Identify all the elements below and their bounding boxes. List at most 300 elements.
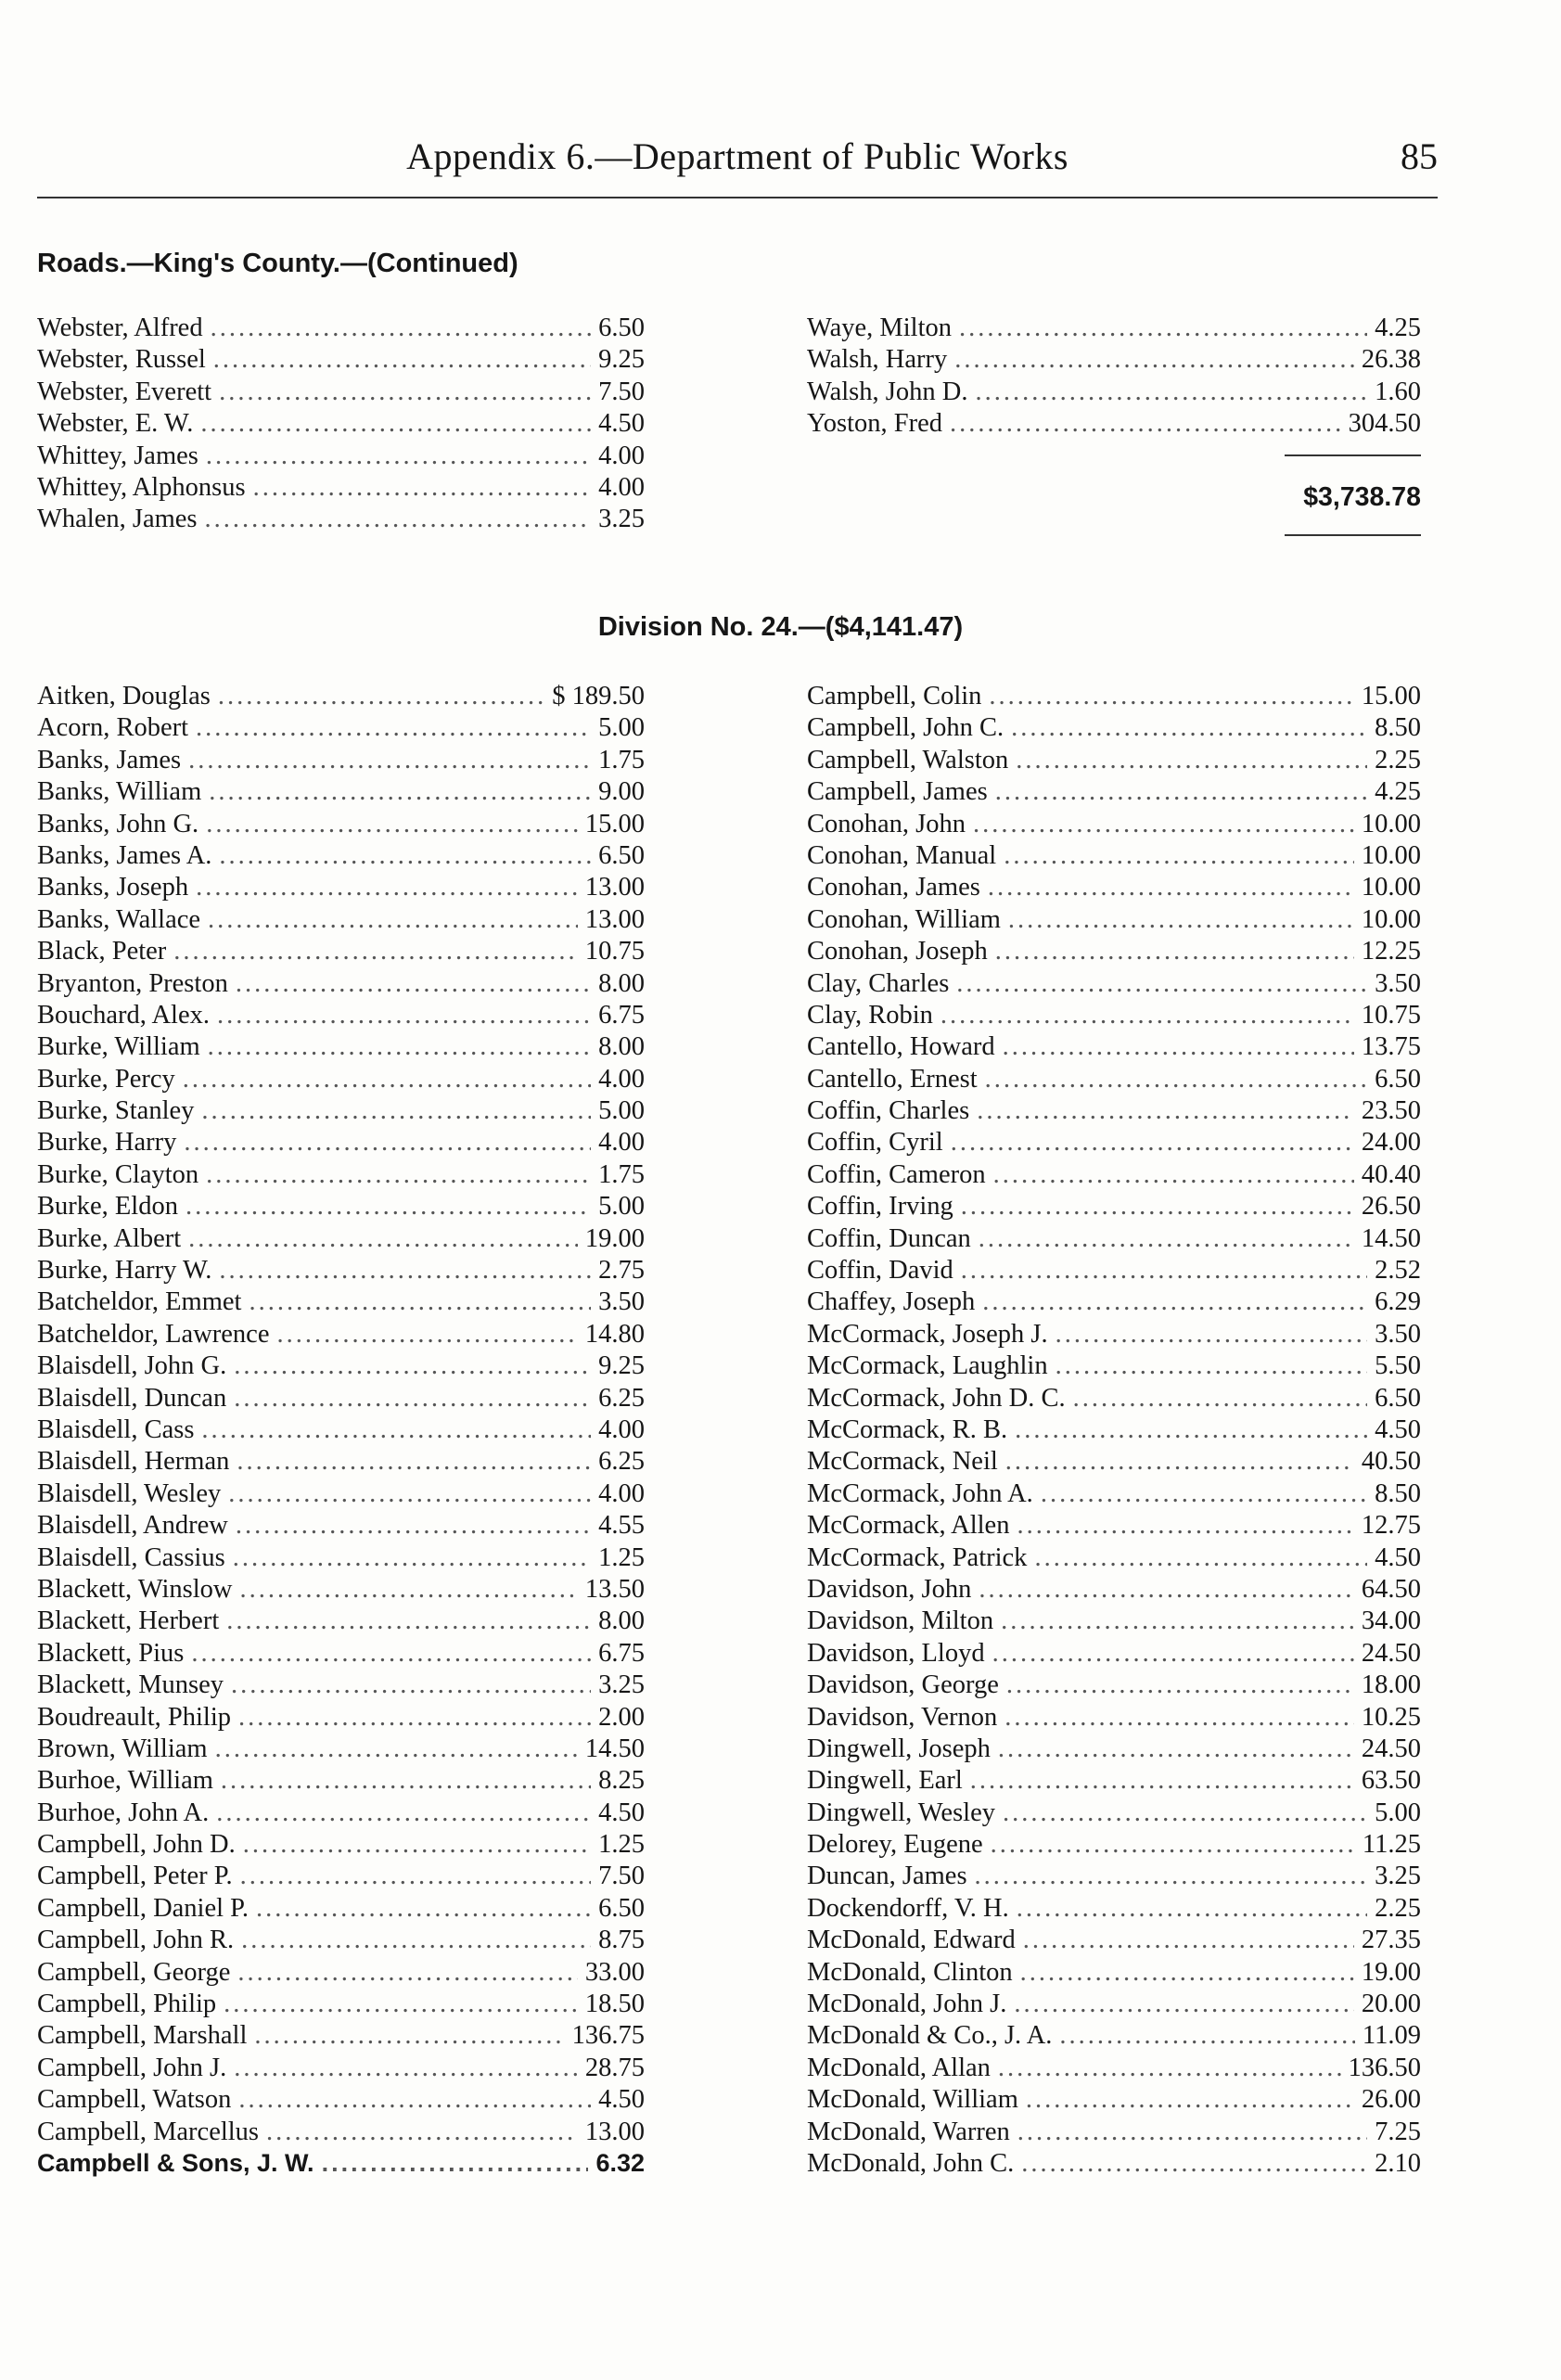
list-item <box>37 1798 645 1830</box>
list-item <box>37 746 645 777</box>
entry-name: Banks, William <box>37 777 202 807</box>
dot-leader <box>196 873 578 902</box>
list-item <box>37 2021 645 2053</box>
entry-name: Webster, Russel <box>37 345 206 375</box>
entry-name: Davidson, Lloyd <box>807 1638 985 1668</box>
list-item <box>807 682 1421 713</box>
entry-amount: 4.50 <box>598 2085 645 2115</box>
list-item <box>807 713 1421 745</box>
list-item <box>807 1224 1421 1256</box>
entry-amount: 13.00 <box>584 904 645 934</box>
list-item <box>37 313 645 345</box>
entry-name: Blaisdell, Wesley <box>37 1478 222 1508</box>
dot-leader <box>173 937 578 966</box>
entry-name: Conohan, William <box>807 904 1001 934</box>
entry-name: McCormack, Joseph J. <box>807 1319 1048 1349</box>
dot-leader <box>1017 1894 1367 1924</box>
dot-leader <box>973 810 1354 839</box>
entry-name: Cantello, Howard <box>807 1032 995 1062</box>
entry-amount: 4.25 <box>1375 313 1421 342</box>
entry-amount: 8.50 <box>1375 1478 1421 1508</box>
dot-leader <box>1015 1415 1367 1445</box>
entry-amount: 2.52 <box>1375 1256 1421 1286</box>
entry-amount: 2.25 <box>1375 745 1421 774</box>
dot-leader <box>236 969 591 999</box>
list-item <box>807 313 1421 345</box>
entry-name: Coffin, Irving <box>807 1192 953 1222</box>
list-item <box>37 1926 645 1957</box>
entry-amount: 14.50 <box>1361 1223 1421 1253</box>
entry-amount: 18.50 <box>584 1990 645 2019</box>
entry-name: Webster, Alfred <box>37 313 203 342</box>
entry-name: Blackett, Munsey <box>37 1670 224 1700</box>
entry-amount: 15.00 <box>1361 682 1421 710</box>
entry-amount: 5.00 <box>598 1096 645 1126</box>
dot-leader <box>253 473 592 503</box>
entry-name: Burke, Eldon <box>37 1192 178 1222</box>
list-item <box>807 969 1421 1001</box>
list-item <box>807 1639 1421 1670</box>
entry-amount: 6.50 <box>598 313 645 342</box>
dot-leader <box>196 713 591 743</box>
page-number: 85 <box>1401 135 1438 177</box>
dot-leader <box>238 1703 591 1733</box>
list-item <box>37 1192 645 1223</box>
list-item <box>37 1543 645 1575</box>
dot-leader <box>1023 1926 1354 1955</box>
list-item <box>37 1575 645 1606</box>
entry-name: McDonald, Warren <box>807 2117 1010 2146</box>
dot-leader <box>1056 1320 1367 1350</box>
division-title: Division No. 24.—($4,141.47) <box>597 612 964 642</box>
list-item <box>37 777 645 809</box>
entry-name: Davidson, John <box>807 1574 972 1604</box>
list-item <box>807 1894 1421 1926</box>
entry-name: Campbell, Marcellus <box>37 2117 260 2146</box>
dot-leader <box>995 777 1367 807</box>
entry-amount: 24.50 <box>1361 1638 1421 1668</box>
entry-amount: 6.25 <box>598 1447 645 1477</box>
list-item <box>807 841 1421 873</box>
entry-amount: 27.35 <box>1361 1926 1421 1955</box>
entry-amount: 1.75 <box>598 745 645 774</box>
entry-name: Coffin, Cameron <box>807 1159 986 1189</box>
list-item <box>807 1958 1421 1990</box>
entry-amount: 136.75 <box>571 2021 645 2051</box>
entry-name: Burke, Percy <box>37 1064 175 1094</box>
list-item <box>807 1575 1421 1606</box>
entry-amount: 11.09 <box>1362 2021 1421 2051</box>
list-item <box>807 1479 1421 1511</box>
dot-leader <box>1059 2021 1355 2051</box>
entry-name: McCormack, R. B. <box>807 1414 1008 1444</box>
dot-leader <box>218 682 544 711</box>
entry-name: Campbell, Daniel P. <box>37 1893 249 1923</box>
entry-amount: 4.00 <box>598 1478 645 1508</box>
entry-amount: 3.50 <box>1375 968 1421 998</box>
list-item <box>37 1639 645 1670</box>
entry-amount: 5.00 <box>598 713 645 743</box>
dot-leader <box>1004 841 1354 871</box>
dot-leader <box>1073 1384 1367 1414</box>
dot-leader <box>211 313 592 343</box>
entry-amount: 9.25 <box>598 1351 645 1381</box>
dot-leader <box>208 1032 591 1062</box>
entry-name: Campbell, John C. <box>807 713 1004 743</box>
list-item <box>37 1703 645 1734</box>
entry-name: Burhoe, John A. <box>37 1798 210 1827</box>
entry-name: Chaffey, Joseph <box>807 1287 976 1317</box>
entry-amount: 1.25 <box>598 1830 645 1860</box>
entry-amount: 10.00 <box>1361 809 1421 838</box>
dot-leader <box>975 1862 1368 1891</box>
entry-amount: 4.50 <box>598 409 645 439</box>
list-item <box>807 873 1421 904</box>
entry-amount: 304.50 <box>1348 409 1421 439</box>
entry-name: Coffin, David <box>807 1256 953 1286</box>
entry-name: Conohan, Joseph <box>807 937 988 966</box>
entry-amount: 6.50 <box>598 840 645 870</box>
list-item <box>807 377 1421 409</box>
dot-leader <box>1006 1670 1354 1700</box>
entry-amount: 4.55 <box>598 1511 645 1541</box>
dot-leader <box>234 1384 591 1414</box>
division-left-column <box>37 682 645 2181</box>
entry-name: Dockendorff, V. H. <box>807 1893 1009 1923</box>
entry-amount: 64.50 <box>1361 1574 1421 1604</box>
list-item <box>807 1862 1421 1893</box>
list-item <box>37 1384 645 1415</box>
dot-leader <box>256 1894 591 1924</box>
list-item <box>807 2118 1421 2149</box>
entry-name: Clay, Robin <box>807 1000 933 1030</box>
list-item <box>807 1703 1421 1734</box>
entry-amount: 136.50 <box>1348 2053 1421 2082</box>
entry-amount: 2.00 <box>598 1702 645 1732</box>
list-item <box>807 1606 1421 1638</box>
dot-leader <box>998 1734 1354 1764</box>
list-item <box>37 713 645 745</box>
entry-amount: 23.50 <box>1361 1096 1421 1126</box>
entry-name: Burke, William <box>37 1032 200 1062</box>
entry-amount: 10.75 <box>1361 1000 1421 1030</box>
list-item <box>37 1287 645 1319</box>
list-item <box>37 1894 645 1926</box>
list-item <box>807 1447 1421 1478</box>
entry-name: Clay, Charles <box>807 968 950 998</box>
dot-leader <box>988 873 1354 902</box>
entry-name: Burhoe, William <box>37 1766 213 1796</box>
entry-name: McCormack, Allen <box>807 1511 1010 1541</box>
entry-amount: 7.50 <box>598 377 645 406</box>
entry-amount: 14.50 <box>584 1734 645 1763</box>
entry-name: Conohan, Manual <box>807 840 997 870</box>
entry-amount: 12.75 <box>1361 1511 1421 1541</box>
list-item <box>807 2021 1421 2053</box>
entry-amount: 6.50 <box>598 1893 645 1923</box>
entry-amount: 4.00 <box>598 1128 645 1158</box>
entry-name: McDonald, John C. <box>807 2148 1015 2178</box>
entry-name: Bryanton, Preston <box>37 968 228 998</box>
continued-right-column <box>807 313 1421 441</box>
list-item <box>807 1766 1421 1798</box>
dot-leader <box>213 345 591 375</box>
entry-amount: 15.00 <box>584 809 645 838</box>
entry-amount: 11.25 <box>1362 1830 1421 1860</box>
dot-leader <box>959 313 1367 343</box>
dot-leader <box>231 1670 591 1700</box>
list-item <box>807 1830 1421 1862</box>
list-item <box>807 1160 1421 1192</box>
entry-amount: 6.75 <box>598 1638 645 1668</box>
entry-name: Davidson, George <box>807 1670 999 1700</box>
list-item <box>807 345 1421 377</box>
entry-name: McDonald, William <box>807 2085 1018 2115</box>
entry-name: Blaisdell, Herman <box>37 1447 230 1477</box>
entry-name: Burke, Clayton <box>37 1159 199 1189</box>
entry-name: Bouchard, Alex. <box>37 1000 211 1030</box>
dot-leader <box>240 1862 592 1891</box>
entry-name: McDonald, Clinton <box>807 1957 1013 1987</box>
entry-amount: 28.75 <box>584 2053 645 2082</box>
entry-name: Campbell, Marshall <box>37 2021 248 2051</box>
entry-amount: 2.75 <box>598 1256 645 1286</box>
entry-name: Coffin, Charles <box>807 1096 970 1126</box>
dot-leader <box>950 409 1341 439</box>
entry-amount: 19.00 <box>1361 1957 1421 1987</box>
entry-name: Coffin, Duncan <box>807 1223 971 1253</box>
entry-amount: 10.75 <box>584 937 645 966</box>
list-item <box>37 377 645 409</box>
dot-leader <box>236 1511 591 1541</box>
list-item <box>807 1192 1421 1223</box>
list-item <box>37 1862 645 1893</box>
entry-amount: 5.00 <box>1375 1798 1421 1827</box>
dot-leader <box>977 1096 1354 1126</box>
entry-name: Banks, Joseph <box>37 873 189 902</box>
dot-leader <box>951 1128 1354 1158</box>
dot-leader <box>234 1351 591 1381</box>
dot-leader <box>1011 713 1367 743</box>
entry-amount: 3.25 <box>598 1670 645 1700</box>
entry-amount: 1.25 <box>598 1542 645 1572</box>
dot-leader <box>237 1958 577 1988</box>
list-item <box>37 841 645 873</box>
dot-leader <box>1021 2149 1367 2179</box>
entry-amount: 4.25 <box>1375 777 1421 807</box>
dot-leader <box>1034 1543 1367 1573</box>
list-item <box>807 1287 1421 1319</box>
entry-name: Campbell & Sons, J. W. <box>37 2148 314 2177</box>
entry-amount: 3.50 <box>1375 1319 1421 1349</box>
dot-leader <box>233 1543 591 1573</box>
entry-amount: 26.38 <box>1361 345 1421 375</box>
entry-name: Campbell, James <box>807 777 988 807</box>
entry-amount: 6.25 <box>598 1383 645 1413</box>
entry-amount: 14.80 <box>584 1319 645 1349</box>
list-item <box>807 2085 1421 2117</box>
entry-amount: 8.50 <box>1375 713 1421 743</box>
list-item <box>37 1001 645 1032</box>
list-item <box>37 1128 645 1159</box>
dot-leader <box>1014 1990 1354 2019</box>
entry-amount: 6.75 <box>598 1000 645 1030</box>
entry-amount: 8.00 <box>598 1032 645 1062</box>
entry-name: Banks, James A. <box>37 840 212 870</box>
list-item <box>37 873 645 904</box>
dot-leader <box>237 1447 591 1477</box>
entry-name: McDonald, John J. <box>807 1990 1007 2019</box>
dot-leader <box>191 1639 591 1669</box>
entry-amount: 10.00 <box>1361 904 1421 934</box>
entry-amount: 10.25 <box>1361 1702 1421 1732</box>
dot-leader <box>254 2021 564 2051</box>
dot-leader <box>206 810 578 839</box>
entry-name: Campbell, Philip <box>37 1990 217 2019</box>
entry-name: Blackett, Herbert <box>37 1606 220 1636</box>
entry-amount: 63.50 <box>1361 1766 1421 1796</box>
total-rule-bottom <box>1285 534 1421 536</box>
entry-amount: 8.75 <box>598 1926 645 1955</box>
entry-name: Whittey, James <box>37 441 198 470</box>
list-item <box>807 1001 1421 1032</box>
list-item <box>37 1830 645 1862</box>
entry-amount: 13.75 <box>1361 1032 1421 1062</box>
total-rule-top <box>1285 454 1421 456</box>
entry-name: McCormack, Patrick <box>807 1542 1028 1572</box>
page-title: Appendix 6.—Department of Public Works <box>406 135 1068 177</box>
dot-leader <box>224 1990 578 2019</box>
dot-leader <box>276 1320 577 1350</box>
list-item <box>37 1256 645 1287</box>
dot-leader <box>205 505 592 534</box>
entry-name: Boudreault, Philip <box>37 1702 231 1732</box>
entry-name: Whittey, Alphonsus <box>37 472 246 502</box>
list-item <box>37 1351 645 1383</box>
list-item <box>807 2149 1421 2181</box>
dot-leader <box>219 1256 591 1286</box>
entry-name: Dingwell, Wesley <box>807 1798 995 1827</box>
continued-left-column <box>37 313 645 537</box>
entry-name: McDonald, Edward <box>807 1926 1016 1955</box>
entry-name: Campbell, Peter P. <box>37 1862 233 1891</box>
entry-name: Conohan, James <box>807 873 980 902</box>
entry-amount: 3.50 <box>598 1287 645 1317</box>
entry-name: Burke, Harry W. <box>37 1256 212 1286</box>
entry-amount: 4.50 <box>1375 1414 1421 1444</box>
dot-leader <box>982 1287 1367 1317</box>
dot-leader <box>1003 1798 1367 1828</box>
entry-amount: 13.00 <box>584 873 645 902</box>
dot-leader <box>961 1256 1367 1286</box>
entry-amount: 9.00 <box>598 777 645 807</box>
entry-name: Webster, E. W. <box>37 409 194 439</box>
dot-leader <box>206 441 591 471</box>
continued-total: $3,738.78 <box>1303 482 1421 512</box>
entry-name: Banks, James <box>37 745 182 774</box>
list-item <box>807 1798 1421 1830</box>
dot-leader <box>200 409 591 439</box>
list-item <box>807 409 1421 441</box>
list-item <box>807 1096 1421 1128</box>
list-item <box>37 1160 645 1192</box>
dot-leader <box>954 345 1354 375</box>
dot-leader <box>979 1224 1354 1254</box>
dot-leader <box>217 1001 591 1030</box>
entry-name: Banks, John G. <box>37 809 199 838</box>
dot-leader <box>201 1415 591 1445</box>
dot-leader <box>239 1575 577 1605</box>
entry-name: Acorn, Robert <box>37 713 189 743</box>
dot-leader <box>970 1766 1354 1796</box>
entry-name: Campbell, John J. <box>37 2053 227 2082</box>
dot-leader <box>1017 1511 1353 1541</box>
dot-leader <box>985 1065 1368 1094</box>
entry-amount: 26.00 <box>1361 2085 1421 2115</box>
dot-leader <box>188 746 591 775</box>
list-item <box>807 1032 1421 1064</box>
entry-amount: 2.25 <box>1375 1893 1421 1923</box>
list-item <box>807 1128 1421 1159</box>
division-right-column <box>807 682 1421 2181</box>
entry-name: McCormack, Neil <box>807 1447 998 1477</box>
dot-leader <box>208 905 578 935</box>
list-item <box>37 969 645 1001</box>
dot-leader <box>993 1160 1354 1190</box>
entry-name: Brown, William <box>37 1734 208 1763</box>
entry-amount: 6.29 <box>1375 1287 1421 1317</box>
entry-name: Black, Peter <box>37 937 167 966</box>
entry-name: Batcheldor, Emmet <box>37 1287 242 1317</box>
list-item <box>37 1320 645 1351</box>
entry-amount: 8.00 <box>598 968 645 998</box>
entry-name: Duncan, James <box>807 1862 967 1891</box>
list-item <box>37 2085 645 2117</box>
list-item <box>807 1065 1421 1096</box>
entry-amount: 10.00 <box>1361 873 1421 902</box>
entry-amount: 8.25 <box>598 1766 645 1796</box>
dot-leader <box>975 377 1367 407</box>
entry-amount: 2.10 <box>1375 2148 1421 2178</box>
entry-amount: 4.00 <box>598 1064 645 1094</box>
list-item <box>37 409 645 441</box>
entry-name: Blaisdell, Andrew <box>37 1511 228 1541</box>
dot-leader <box>995 937 1354 966</box>
entry-amount: 6.50 <box>1375 1064 1421 1094</box>
entry-amount: 3.25 <box>598 505 645 534</box>
entry-name: Webster, Everett <box>37 377 212 406</box>
entry-amount: 40.50 <box>1361 1447 1421 1477</box>
list-item <box>807 1256 1421 1287</box>
list-item <box>37 1990 645 2021</box>
entry-amount: 3.25 <box>1375 1862 1421 1891</box>
list-item <box>807 777 1421 809</box>
list-item <box>807 1351 1421 1383</box>
entry-amount: 10.00 <box>1361 840 1421 870</box>
entry-name: Burke, Harry <box>37 1128 177 1158</box>
dot-leader <box>209 777 591 807</box>
list-item <box>37 1032 645 1064</box>
list-item <box>807 1543 1421 1575</box>
entry-name: Campbell, Walston <box>807 745 1009 774</box>
entry-amount: 4.50 <box>1375 1542 1421 1572</box>
entry-name: Waye, Milton <box>807 313 953 342</box>
list-item <box>37 1734 645 1766</box>
list-item <box>37 1766 645 1798</box>
list-item <box>807 2054 1421 2085</box>
list-item <box>807 905 1421 937</box>
entry-name: Burke, Albert <box>37 1223 182 1253</box>
